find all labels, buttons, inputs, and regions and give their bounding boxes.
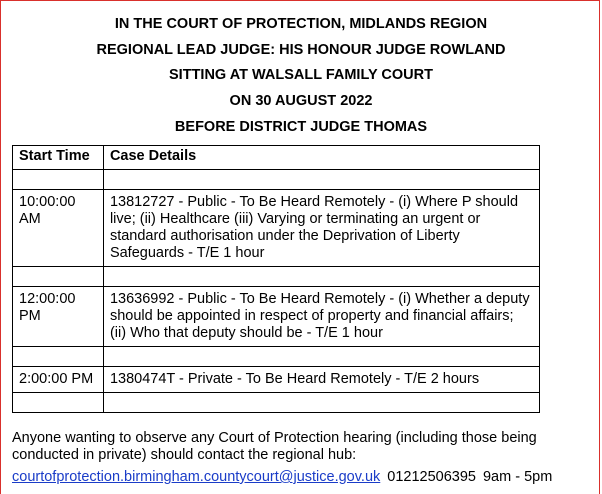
column-header-start-time: Start Time [13, 146, 104, 170]
presiding-judge: BEFORE DISTRICT JUDGE THOMAS [174, 119, 428, 135]
case-details-cell: 1380474T - Private - To Be Heard Remotely - T/E 2 hours [103, 367, 539, 393]
sitting-location: SITTING AT WALSALL FAMILY COURT [169, 67, 433, 83]
case-details-cell [103, 393, 539, 413]
table-row-empty [13, 393, 540, 413]
table-header-row [13, 146, 540, 170]
contact-email-link[interactable]: courtofprotection.birmingham.countycourt@justice.gov.uk [12, 469, 381, 485]
start-time-cell [13, 267, 104, 287]
contact-line [12, 469, 592, 486]
case-details-cell [103, 267, 539, 287]
observer-notice: Anyone wanting to observe any Court of Protection hearing (including those being conducted in private) should contact the regional hub: [12, 430, 537, 463]
contact-hours: 9am - 5pm [482, 469, 553, 485]
table-row-empty [13, 170, 540, 190]
hearing-date: ON 30 AUGUST 2022 [229, 93, 373, 109]
column-header-case-details: Case Details [103, 146, 539, 170]
table-row [13, 287, 540, 347]
case-details-cell [103, 170, 539, 190]
case-details-cell [103, 347, 539, 367]
start-time-cell [13, 170, 104, 190]
start-time-cell: 2:00:00 PM [13, 367, 104, 393]
regional-lead-judge: REGIONAL LEAD JUDGE: HIS HONOUR JUDGE ROWLAND [96, 42, 506, 58]
table-row-empty [13, 347, 540, 367]
start-time-cell [13, 347, 104, 367]
case-details-cell: 13812727 - Public - To Be Heard Remotely - (i) Where P should live; (ii) Healthcare (iii) Varying or terminating an urgent or standard authorisation under the Deprivation of Liberty Safeguards - T/E 1 hour [103, 190, 539, 267]
table-row-empty [13, 267, 540, 287]
start-time-cell: 10:00:00 AM [13, 190, 104, 267]
start-time-cell [13, 393, 104, 413]
court-title: IN THE COURT OF PROTECTION, MIDLANDS REGION [114, 16, 488, 32]
table-row [13, 367, 540, 393]
start-time-cell: 12:00:00 PM [13, 287, 104, 347]
hearing-schedule-table [12, 145, 540, 413]
case-details-cell: 13636992 - Public - To Be Heard Remotely - (i) Whether a deputy should be appointed in respect of property and financial affairs; (ii) Who that deputy should be - T/E 1 hour [103, 287, 539, 347]
table-row [13, 190, 540, 267]
contact-phone: 01212506395 [387, 469, 476, 485]
